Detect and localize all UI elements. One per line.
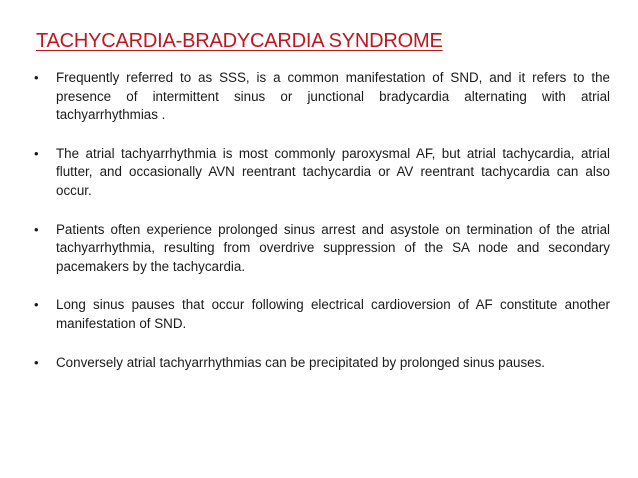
bullet-text: Frequently referred to as SSS, is a common manifestation of SND, and it refers to the presence of intermittent sinus or junctional bradycardia alternating with atrial tachyarrhythmias . bbox=[56, 70, 610, 123]
bullet-text: Long sinus pauses that occur following electrical cardioversion of AF constitute another manifestation of SND. bbox=[56, 297, 610, 331]
bullet-item bbox=[34, 221, 610, 277]
bullet-item bbox=[34, 296, 610, 333]
bullet-dot-icon: • bbox=[34, 297, 39, 313]
bullet-item bbox=[34, 69, 610, 125]
bullet-item bbox=[34, 354, 610, 373]
bullet-dot-icon: • bbox=[34, 70, 39, 85]
bullet-text: Patients often experience prolonged sinus arrest and asystole on termination of the atrial tachyarrhythmia, resulting from overdrive suppression of the SA node and secondary pacemakers by the tachycardia. bbox=[56, 221, 610, 274]
bullet-item bbox=[34, 145, 610, 201]
bullet-text: Conversely atrial tachyarrhythmias can be precipitated by prolonged sinus pauses. bbox=[56, 354, 546, 370]
slide-title: TACHYCARDIA-BRADYCARDIA SYNDROME bbox=[36, 30, 443, 52]
bullet-dot-icon: • bbox=[34, 145, 39, 161]
bullet-dot-icon: • bbox=[34, 354, 39, 370]
bullet-text: The atrial tachyarrhythmia is most commonly paroxysmal AF, but atrial tachycardia, atrial flutter, and occasionally AVN reentrant tachycardia or AV reentrant tachycardia can also occur. bbox=[56, 145, 610, 198]
bullet-list bbox=[34, 69, 610, 372]
bullet-dot-icon: • bbox=[34, 221, 39, 237]
